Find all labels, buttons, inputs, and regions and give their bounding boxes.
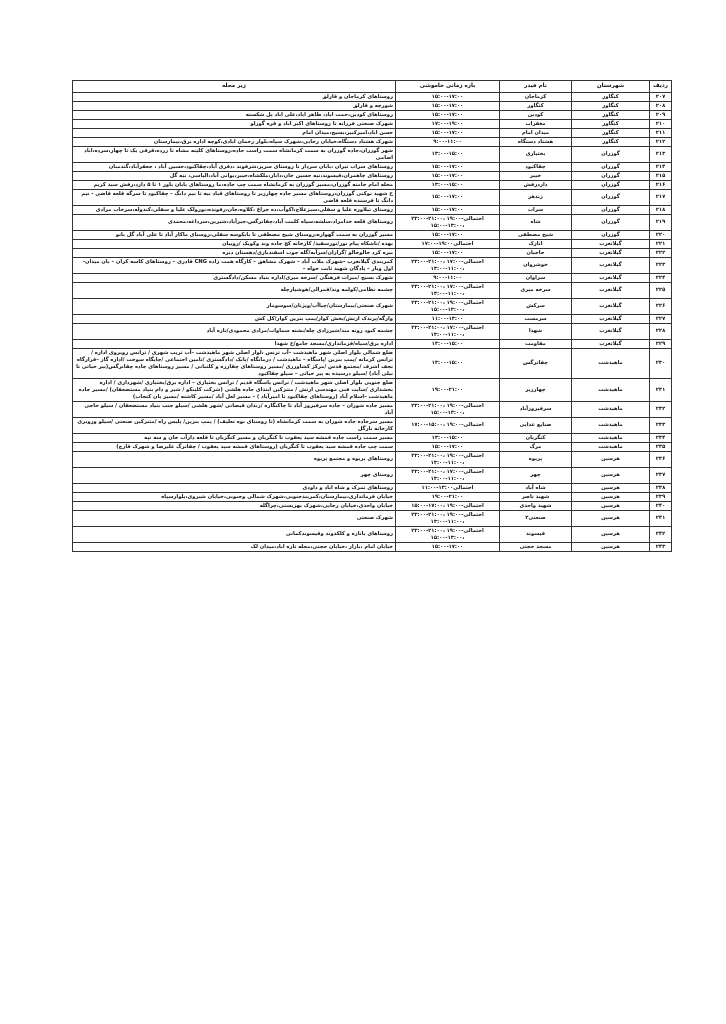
area-cell: چشمه کبود رونه مند/شیرزادی چله/بشته سماوات/مرادی محمودی/تازه آباد (73, 324, 396, 340)
county-cell: گیلانغرب (572, 299, 650, 315)
area-cell: روستاهای کودین،حمت اباد، طاهر اباد،علی اباد پل شکسته (73, 111, 396, 120)
county-cell: کنگاور (572, 120, 650, 129)
table-row (73, 215, 672, 231)
area-cell: مسیر جاده شوران – جاده سرفیروز آباد تا چاکنگاره /زندان قیصانی /شهر هلشی /سیلو جنب بنیاد مستضعفان / سیلو حاجی آباد (73, 402, 396, 418)
feeder-cell: میدان امام (500, 129, 572, 138)
area-cell: وارگه/پرندک ارتش/بخش کوار/پمپ بنزین کوار/کل کش (73, 315, 396, 324)
feeder-cell: سراب (500, 206, 572, 215)
feeder-cell: شهدا (500, 324, 572, 340)
feeder-cell: خیبر (500, 172, 572, 181)
feeder-cell: مسجد حجتی (500, 543, 572, 552)
outage-time-cell: ۹:۰۰-۱۱:۰۰ (396, 274, 500, 283)
row-number: ۲۲۶ (650, 299, 672, 315)
row-number: ۲۱۸ (650, 206, 672, 215)
area-cell: کمربندی گیلانغرب –شهرک ملات آباد – شهرک مشاهق – کارگاه همت زاده CNG قادری – روستاهای کاسه کران – بان میدان- اول وبار – پادگان شهید ثابت خواه – (73, 258, 396, 274)
outage-table (72, 80, 672, 552)
table-row (73, 468, 672, 484)
outage-time-cell: ۱۵:۰۰-۱۷:۰۰ (396, 543, 500, 552)
area-cell: چشمه نظامی/کولمه وند/قمرالی/هوشیارچله (73, 283, 396, 299)
county-cell: هرسین (572, 527, 650, 543)
table-row (73, 163, 672, 172)
area-cell: روستاهای قلعه خدامراد،سلشه،سیاه کلمت آباد،چقانرگس،جبرآباد،شیرین،سرداغه،محمدی (73, 215, 396, 231)
row-number: ۲۱۱ (650, 129, 672, 138)
row-number: ۲۲۰ (650, 231, 672, 240)
feeder-cell: سرفیروزآباد (500, 402, 572, 418)
outage-time-cell: ۱۵:۰۰-۱۷:۰۰ (396, 190, 500, 206)
table-row (73, 111, 672, 120)
header-county: شهرستان (572, 81, 650, 93)
row-number: ۲۱۶ (650, 181, 672, 190)
outage-time-cell: احتمالی-۱۷:۰۰ ،۲۱:۰۰-۲۳:۰۰ ،۱۱:۰۰-۱۳:۰۰ (396, 283, 500, 299)
outage-time-cell: ۱۵:۰۰-۱۷:۰۰ (396, 443, 500, 452)
row-number: ۲۲۹ (650, 340, 672, 349)
feeder-cell: حاجیان (500, 249, 572, 258)
table-row (73, 434, 672, 443)
feeder-cell: کنگربان (500, 434, 572, 443)
area-cell: خ شهید نوکنی گوزران،روستاهای مسیر جاده چهارزبر تا روستاهای قباد نیه تا نیم دانگ - چقاکبود تا سرگه قلعه قاضی - نیم دانگ تا فرسنده قلعه قاضی (73, 190, 396, 206)
header-num: ردیف (650, 81, 672, 93)
area-cell: اداره برق/سپاه/فرمانداری/مسجد جامع/خ شهدا (73, 340, 396, 349)
county-cell: ماهیدشت (572, 402, 650, 418)
table-row (73, 172, 672, 181)
row-number: ۲۰۹ (650, 111, 672, 120)
outage-time-cell: ۱۹:۰۰-۲۱:۰۰ (396, 493, 500, 502)
row-number: ۲۳۸ (650, 484, 672, 493)
table-row (73, 340, 672, 349)
table-row (73, 493, 672, 502)
table-row (73, 315, 672, 324)
row-number: ۲۳۰ (650, 349, 672, 379)
row-number: ۲۴۱ (650, 511, 672, 527)
county-cell: هرسین (572, 511, 650, 527)
county-cell: کنگاور (572, 129, 650, 138)
county-cell: ماهیدشت (572, 418, 650, 434)
area-cell: شهرک صنعتی فرزانه تا روستاهای اکبر اباد و قره گوزلو (73, 120, 396, 129)
outage-time-cell: ۱۵:۰۰-۱۷:۰۰ (396, 102, 500, 111)
outage-time-cell: ۱۵:۰۰-۱۷:۰۰ (396, 129, 500, 138)
table-row (73, 274, 672, 283)
area-cell: خیابان واحدی،خیابان رجایی،شهرک بهزیستی،چراگله (73, 502, 396, 511)
county-cell: گیلانغرب (572, 324, 650, 340)
row-number: ۲۳۵ (650, 443, 672, 452)
outage-time-cell: احتمالی-۱۹:۰۰ ،۲۱:۰۰-۲۳:۰۰ ،۱۳:۰۰-۱۵:۰۰ (396, 299, 500, 315)
county-cell: ماهیدشت (572, 379, 650, 402)
outage-time-cell: ۱۱:۰۰-۱۳:۰۰ (396, 315, 500, 324)
area-cell: روستای تیلاوره علیا و سفلی،سبزعلاج،اکوآب،ده جراغ ،کلاوه،جان،رفونده،نورولک علیا و سفلی،کندوله،سرخاب مرادی (73, 206, 396, 215)
header-area: زیر محله (73, 81, 396, 93)
table-row (73, 190, 672, 206)
county-cell: هرسین (572, 452, 650, 468)
feeder-cell: مغفرات (500, 120, 572, 129)
table-row (73, 511, 672, 527)
row-number: ۲۳۳ (650, 418, 672, 434)
outage-time-cell: احتمالی-۱۹:۰۰ ،۲۱:۰۰-۲۳:۰۰ ،۱۱:۰۰-۱۳:۰۰ (396, 452, 500, 468)
area-cell: بهده /ناشکاه پیام نور/نورسفید/ کارخانه کچ جاده وند وکوبک /روییان (73, 240, 396, 249)
table-row (73, 484, 672, 493)
row-number: ۲۳۶ (650, 452, 672, 468)
row-number: ۲۰۸ (650, 102, 672, 111)
row-number: ۲۳۱ (650, 379, 672, 402)
outage-time-cell: ۱۳:۰۰-۱۵:۰۰ (396, 181, 500, 190)
row-number: ۲۱۷ (650, 190, 672, 206)
outage-time-cell: ۱۵:۰۰-۱۷:۰۰ (396, 231, 500, 240)
feeder-cell: سرخه میری (500, 283, 572, 299)
table-row (73, 181, 672, 190)
feeder-cell: چقاکبود (500, 163, 572, 172)
feeder-cell: سرمست (500, 315, 572, 324)
county-cell: گوزران (572, 147, 650, 163)
table-row (73, 443, 672, 452)
outage-time-cell: ۱۷:۰۰-۱۹:۰۰احتمالی (396, 240, 500, 249)
row-number: ۲۳۲ (650, 402, 672, 418)
county-cell: کنگاور (572, 111, 650, 120)
table-row (73, 231, 672, 240)
area-cell: ضلع جنوبی بلوار اصلی شهر ماهیدشت / ترانس پاسگاه قدیم / ترانس بختیاری – اداره برق/بختیاری /شهرداری / اداره بخشداری /سایت فنی مهندسی ارتش / متنزکین ابتدای جاده هلشی (شرکت کلینکو / شیر و دام بنیاد مستضعفان) /مسیر جاده ماهیدشت –اسلام آباد (روستاهای چقاکبود تا امیرآباد ) – مسیر لعل آباد /مسیر کاشته /مسیر بان کنجاب) (73, 379, 396, 402)
outage-time-cell: ۱۳:۰۰-۱۵:۰۰ (396, 349, 500, 379)
row-number: ۲۱۰ (650, 120, 672, 129)
row-number: ۲۴۰ (650, 502, 672, 511)
outage-time-cell: ۱۳:۰۰-۱۵:۰۰ (396, 434, 500, 443)
row-number: ۲۲۴ (650, 274, 672, 283)
feeder-cell: انارک (500, 240, 572, 249)
county-cell: کنگاور (572, 102, 650, 111)
outage-time-cell: ۱۵:۰۰-۱۷:۰۰ (396, 111, 500, 120)
outage-time-cell: ۱۳:۰۰-۱۵:۰۰ (396, 147, 500, 163)
feeder-cell: شهید ناصر (500, 493, 572, 502)
feeder-cell: چهر (500, 468, 572, 484)
area-cell: شورچه و قارلق (73, 102, 396, 111)
feeder-cell: چهارزبر (500, 379, 572, 402)
row-number: ۲۴۳ (650, 543, 672, 552)
outage-time-cell: ۱۱:۰۰-۱۳:۰۰احتمالی (396, 484, 500, 493)
feeder-cell: چقانرگس (500, 349, 572, 379)
row-number: ۲۱۵ (650, 172, 672, 181)
county-cell: ماهیدشت (572, 349, 650, 379)
table-header-row (73, 81, 672, 93)
outage-time-cell: احتمالی-۱۷:۰۰ ،۲۱:۰۰-۲۳:۰۰ ،۱۱:۰۰-۱۳:۰۰ (396, 258, 500, 274)
county-cell: گیلانغرب (572, 283, 650, 299)
area-cell: شهرک بسیج /میراث فرهنگی /سرخه میری/اداره بنیاد مسکن/دادگستری (73, 274, 396, 283)
county-cell: هرسین (572, 468, 650, 484)
row-number: ۲۱۹ (650, 215, 672, 231)
feeder-cell: شیخ مصطفی (500, 231, 572, 240)
feeder-cell: مقاومت (500, 340, 572, 349)
table-row (73, 452, 672, 468)
table-row (73, 543, 672, 552)
row-number: ۲۲۷ (650, 315, 672, 324)
table-row (73, 240, 672, 249)
feeder-cell: شاه (500, 215, 572, 231)
feeder-cell: صنعتی۲ (500, 511, 572, 527)
county-cell: هرسین (572, 493, 650, 502)
outage-time-cell: ۱۹:۰۰-۲۱:۰۰ (396, 379, 500, 402)
county-cell: گیلانغرب (572, 274, 650, 283)
table-row (73, 402, 672, 418)
row-number: ۲۱۳ (650, 147, 672, 163)
feeder-cell: صنایع غذایی (500, 418, 572, 434)
row-number: ۲۲۱ (650, 240, 672, 249)
row-number: ۲۴۲ (650, 527, 672, 543)
area-cell: روستاهای کرماجان و قارلق (73, 93, 396, 102)
county-cell: گوزران (572, 231, 650, 240)
outage-schedule-sheet (72, 80, 672, 552)
area-cell: بیره کرد خالوخالو /گرازان/سرآبه/گله جوب اسفندیاری/دهستان دیره (73, 249, 396, 258)
area-cell: حسن اباد،امیرکبیر،بسیج،میدان امام (73, 129, 396, 138)
outage-time-cell: ۱۵:۰۰-۱۷:۰۰ (396, 249, 500, 258)
header-feeder: نام فیدر (500, 81, 572, 93)
outage-time-cell: ۹:۰۰-۱۱:۰۰ (396, 138, 500, 147)
row-number: ۲۱۲ (650, 138, 672, 147)
county-cell: گیلانغرب (572, 258, 650, 274)
feeder-cell: شهید واحدی (500, 502, 572, 511)
area-cell: شهرک هشتاد دستگاه،خیابان رجایی،شهرک سپاه،بلوار رحمان ابادی،کوچه اداره برق،بیمارستان (73, 138, 396, 147)
outage-time-cell: احتمالی-۱۹:۰۰ ،۱۷:۰۰-۱۵:۰۰ (396, 502, 500, 511)
outage-time-cell: احتمالی-۱۹:۰۰ ،۲۱:۰۰-۲۳:۰۰ ،۱۳:۰۰-۱۵:۰۰ (396, 527, 500, 543)
table-row (73, 129, 672, 138)
area-cell: روستای چهر (73, 468, 396, 484)
table-row (73, 527, 672, 543)
outage-time-cell: ۱۷:۰۰-۱۹:۰۰ (396, 120, 500, 129)
table-row (73, 120, 672, 129)
area-cell: سمت چپ جاده قمشه سید یعقوب تا کنگربان (روستاهای قمشه سید یعقوب / چقانرگ علیرضا و شهرک قارچ) (73, 443, 396, 452)
county-cell: گوزران (572, 206, 650, 215)
county-cell: گوزران (572, 172, 650, 181)
area-cell: مسیر سمت راست جاده قمشه سید یعقوب تا کنگربان و مسیر کنگربان تا قلعه دارآب خان و سه تپه (73, 434, 396, 443)
area-cell: مسیر سرجاده جاده شوران به سمت کرمانشاه (تا روستای نوه تعلیف) / پمپ بنزین/ پلیس راه /متنزکین صنعتی /سیلو وروبری کارخانه نارگل (73, 418, 396, 434)
county-cell: هرسین (572, 543, 650, 552)
county-cell: ماهیدشت (572, 434, 650, 443)
county-cell: گیلانغرب (572, 315, 650, 324)
table-row (73, 349, 672, 379)
row-number: ۲۲۵ (650, 283, 672, 299)
feeder-cell: شاه آباد (500, 484, 572, 493)
table-row (73, 283, 672, 299)
table-row (73, 206, 672, 215)
header-time: بازه زمانی خاموشی (396, 81, 500, 93)
row-number: ۲۱۴ (650, 163, 672, 172)
county-cell: کنگاور (572, 138, 650, 147)
outage-time-cell: احتمالی-۱۹:۰۰ ،۲۱:۰۰-۲۳:۰۰ ،۱۱:۰۰-۱۳:۰۰ (396, 511, 500, 527)
feeder-cell: قیسوند (500, 527, 572, 543)
outage-time-cell: احتمالی-۱۹:۰۰ ،۲۱:۰۰-۲۳:۰۰ ،۱۳:۰۰-۱۵:۰۰ (396, 402, 500, 418)
county-cell: هرسین (572, 484, 650, 493)
table-row (73, 138, 672, 147)
feeder-cell: کودین (500, 111, 572, 120)
outage-time-cell: ۱۵:۰۰-۱۷:۰۰ (396, 163, 500, 172)
outage-time-cell: احتمالی-۱۹:۰۰ ،۲۱:۰۰-۲۳:۰۰ ،۱۳:۰۰-۱۵:۰۰ (396, 215, 500, 231)
area-cell: روستاهای چاهمران،قیسوند،نیه حسین خان،دابار،ملکشاه،خیبر،یوانی آباد،الیاسی، نیه گل (73, 172, 396, 181)
outage-time-cell: احتمالی-۱۹:۰۰ ،۱۵:۰۰-۱۷:۰۰ (396, 418, 500, 434)
county-cell: ماهیدشت (572, 443, 650, 452)
outage-time-cell: ۱۵:۰۰-۱۷:۰۰ (396, 172, 500, 181)
outage-time-cell: ۱۳:۰۰-۱۵:۰۰ (396, 340, 500, 349)
feeder-cell: خوشروان (500, 258, 572, 274)
area-cell: خیابان فرمانداری،بیمارستان،کمربندجنوبی،شهرک شمالی وجنوبی،خیابان شیروی،بلوارسپاه (73, 493, 396, 502)
county-cell: کنگاور (572, 93, 650, 102)
table-row (73, 418, 672, 434)
area-cell: مسیر گوزران به سمت گهواره،روستای شیخ مصطفی تا بابکوسه سفلی،روستای ماکار آباد تا علی آباد گل بانو (73, 231, 396, 240)
table-row (73, 324, 672, 340)
row-number: ۲۲۲ (650, 249, 672, 258)
table-row (73, 102, 672, 111)
county-cell: گوزران (572, 190, 650, 206)
county-cell: هرسین (572, 502, 650, 511)
feeder-cell: سرکش (500, 299, 572, 315)
area-cell: ضلع شمالی بلوار اصلی شهر ماهیدشت –آب ترنس ،لوار اصلی شهر ماهیدشت –آب تریب شهری / ترانس روبروی اداره / ترانس کرمانه /پمپ بنزین /پاسگاه – ماهیدشت / درمانگاه /بانک /دادگستری /تامین اجتماعی /جایگاه سوخت /اداره گاز –قرارگاه نجف اشرف /مجتمع قدس /مرکز کشاورزی /مسیر روستاهای چقارزه و کلنبانی / مسیر روستاهای جاده چقانرگس(بیر حیاتی تا نیلی آباد) /سیلو درسیده به پیر حیاتی – سیلو چقاکبود (73, 349, 396, 379)
outage-time-cell: ۱۵:۰۰-۱۷:۰۰ (396, 93, 500, 102)
feeder-cell: داردرفش (500, 181, 572, 190)
feeder-cell: مرگ (500, 443, 572, 452)
feeder-cell: زندهر (500, 190, 572, 206)
area-cell: شهرک صنعتی (73, 511, 396, 527)
row-number: ۲۳۹ (650, 493, 672, 502)
table-row (73, 379, 672, 402)
row-number: ۲۰۷ (650, 93, 672, 102)
county-cell: گوزران (572, 181, 650, 190)
area-cell: شهرک صنعتی/بیمارستان/چیاآب/ویژنان/سوسومار (73, 299, 396, 315)
table-row (73, 299, 672, 315)
row-number: ۲۳۴ (650, 434, 672, 443)
table-row (73, 258, 672, 274)
row-number: ۲۲۳ (650, 258, 672, 274)
feeder-cell: هشتاد دستگاه (500, 138, 572, 147)
feeder-cell: بختیاری (500, 147, 572, 163)
county-cell: گیلانغرب (572, 240, 650, 249)
county-cell: گوزران (572, 163, 650, 172)
row-number: ۲۳۷ (650, 468, 672, 484)
area-cell: خیابان امام ،بازار ،خیابان حجتی،محله تازه اباد،میدان لک (73, 543, 396, 552)
row-number: ۲۲۸ (650, 324, 672, 340)
county-cell: گیلانغرب (572, 340, 650, 349)
area-cell: روستاهای بانازه و کلکدوند وقیسوندکمانی (73, 527, 396, 543)
county-cell: گوزران (572, 215, 650, 231)
outage-time-cell: ۱۵:۰۰-۱۷:۰۰ (396, 206, 500, 215)
area-cell: محله امام خامنه گوزران،مسیر گوزران به کرمانشاه سمت چپ جاده،ما روستاهای بابان یاور ۱ تا ۵ دارد،رفش سید کریم (73, 181, 396, 190)
table-row (73, 502, 672, 511)
table-row (73, 147, 672, 163)
area-cell: روستاهای پریوه و مجتمع پریوه (73, 452, 396, 468)
table-row (73, 249, 672, 258)
area-cell: روستاهای سراب تیران ،بابان سردار تا روستای سرپر،شرفوند ،دفری آباد،چقاکبود،حسین آباد ، جعفرآباد،گندمبان (73, 163, 396, 172)
area-cell: روستاهای تمرک و شاه اباد و داودی (73, 484, 396, 493)
feeder-cell: پریوه (500, 452, 572, 468)
outage-time-cell: احتمالی-۱۷:۰۰ ،۲۱:۰۰-۲۳:۰۰ ،۱۱:۰۰-۱۳:۰۰ (396, 468, 500, 484)
feeder-cell: کرماجان (500, 93, 572, 102)
outage-time-cell: احتمالی-۱۷:۰۰ ،۲۱:۰۰-۲۳:۰۰ ،۱۱:۰۰-۱۳:۰۰ (396, 324, 500, 340)
feeder-cell: سراوان (500, 274, 572, 283)
area-cell: شهر گوزران،جاده گوزران به سمت کرمانشاه سمت راست جاده،روستاهای کلینه مشاه تا زرده،قرقی یک تا چهار،سرده،اباد اصامی (73, 147, 396, 163)
table-row (73, 93, 672, 102)
county-cell: گیلانغرب (572, 249, 650, 258)
feeder-cell: کنگاور (500, 102, 572, 111)
